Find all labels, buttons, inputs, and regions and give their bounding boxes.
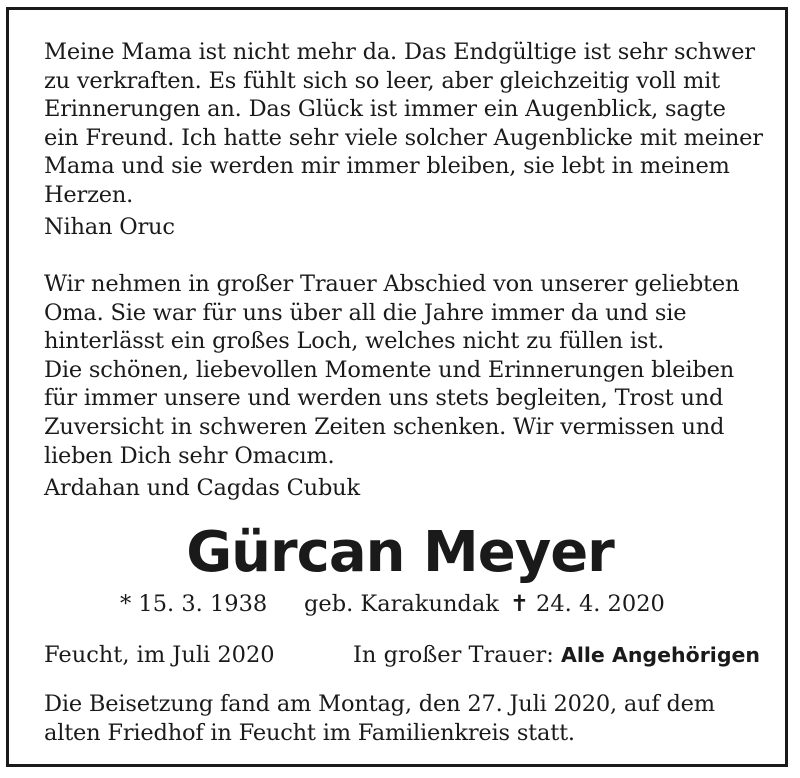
funeral-notice-line: Die Beisetzung fand am Montag, den 27. Juli 2020, auf dem — [44, 691, 715, 717]
birth-date: * 15. 3. 1938 — [120, 591, 268, 617]
death-date: ✝ 24. 4. 2020 — [510, 591, 665, 617]
message-1-line: Herzen. — [44, 181, 134, 208]
message-1-line: Mama und sie werden mir immer bleiben, sie lebt in meinem — [44, 153, 730, 180]
message-2-line: Die schönen, liebevollen Momente und Erinnerungen bleiben — [44, 356, 734, 383]
message-2-line: Zuversicht in schweren Zeiten schenken. Wir vermissen und — [44, 413, 725, 440]
mourning-prefix: In großer Trauer: — [353, 642, 554, 668]
funeral-notice — [44, 690, 770, 747]
message-1-line: zu verkraften. Es fühlt sich so leer, aber gleichzeitig voll mit — [44, 67, 721, 94]
message-1-line: Erinnerungen an. Das Glück ist immer ein Augenblick, sagte — [44, 96, 726, 123]
message-1-line: Meine Mama ist nicht mehr da. Das Endgültige ist sehr schwer — [44, 39, 755, 65]
message-2-signature: Ardahan und Cagdas Cubuk — [44, 475, 360, 501]
message-2-line: lieben Dich sehr Omacım. — [44, 442, 335, 469]
deceased-name: Gürcan Meyer — [186, 520, 614, 585]
message-2-line: Wir nehmen in großer Trauer Abschied von unserer geliebten — [44, 271, 740, 297]
funeral-notice-line: alten Friedhof in Feucht im Familienkreis statt. — [44, 719, 575, 746]
message-2-line: Oma. Sie war für uns über all die Jahre immer da und sie — [44, 299, 687, 326]
message-1-signature: Nihan Oruc — [44, 214, 175, 240]
mourners-line — [353, 641, 760, 669]
message-1 — [44, 38, 770, 210]
mourners-name: Alle Angehörigen — [561, 643, 760, 667]
message-2-line: für immer unsere und werden uns stets begleiten, Trost und — [44, 385, 724, 412]
birth-name: geb. Karakundak — [304, 591, 499, 617]
message-1-line: ein Freund. Ich hatte sehr viele solcher Augenblicke mit meiner — [44, 124, 763, 151]
message-2-line: hinterlässt ein großes Loch, welches nicht zu füllen ist. — [44, 328, 665, 355]
place-date: Feucht, im Juli 2020 — [44, 642, 275, 668]
message-2 — [44, 270, 770, 470]
